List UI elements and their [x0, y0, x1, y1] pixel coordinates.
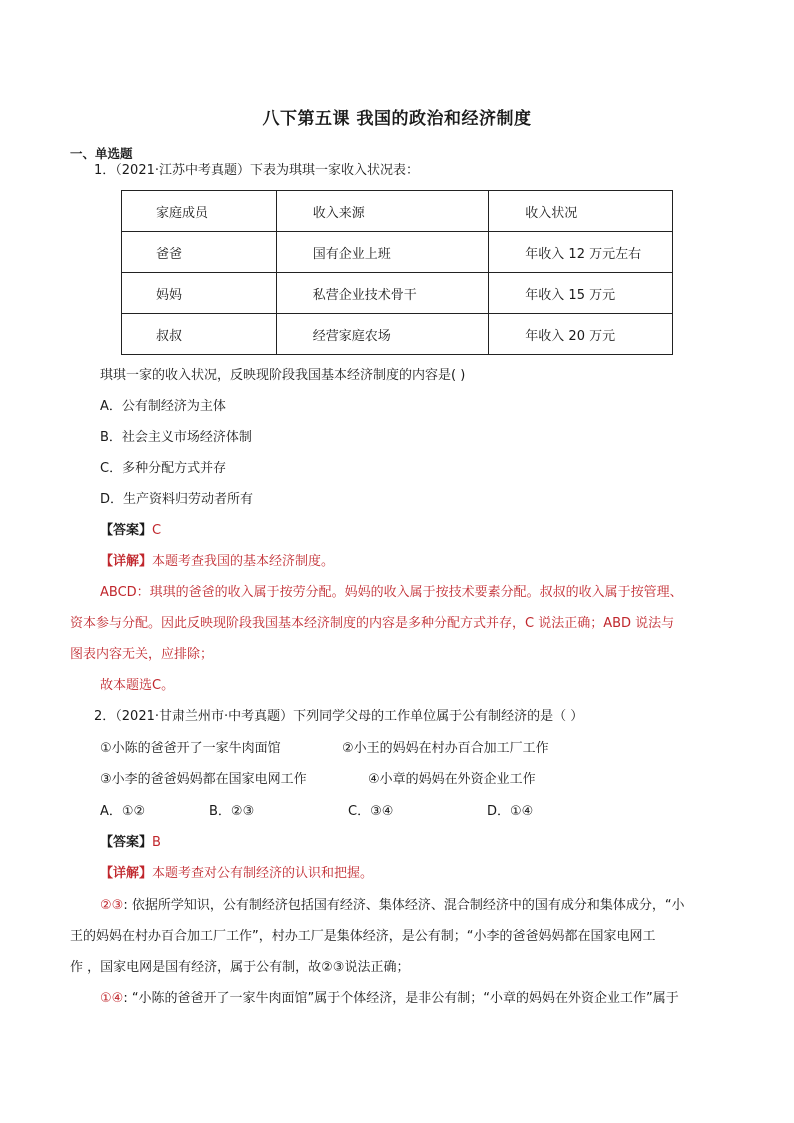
- q1-option-a: A．公有制经济为主体: [100, 399, 226, 414]
- q2-analysis-line: 作 ，国家电网是国有经济，属于公有制，故②③说法正确；: [70, 960, 410, 975]
- table-cell: 叔叔: [122, 314, 277, 355]
- q1-detail: [100, 553, 334, 571]
- q1-option-d: D．生产资料归劳动者所有: [100, 492, 254, 507]
- q1-analysis-line: ABCD：琪琪的爸爸的收入属于按劳分配。妈妈的收入属于按技术要素分配。叔叔的收入属于按管理、: [100, 585, 683, 600]
- table-cell: 爸爸: [122, 232, 277, 273]
- q2-analysis-line: 王的妈妈在村办百合加工厂工作”，村办工厂是集体经济，是公有制；“小李的爸爸妈妈都在国家电网工: [70, 929, 656, 944]
- table-cell: 年收入 15 万元: [489, 273, 673, 314]
- analysis-text: : 依据所学知识，公有制经济包括国有经济、集体经济、混合制经济中的国有成分和集体成分，“小: [123, 898, 685, 913]
- q2-stem: 2．（2021·甘肃兰州市·中考真题）下列同学父母的工作单位属于公有制经济的是（ ）: [94, 709, 584, 724]
- q2-item: ①小陈的爸爸开了一家牛肉面馆: [100, 741, 281, 756]
- table-header-cell: 收入状况: [489, 191, 673, 232]
- document-title: 八下第五课 我国的政治和经济制度: [262, 109, 532, 129]
- detail-text: 本题考查对公有制经济的认识和把握。: [152, 866, 374, 881]
- table-header-cell: 家庭成员: [122, 191, 277, 232]
- table-cell: 妈妈: [122, 273, 277, 314]
- q2-option-a: A．①②: [100, 804, 146, 819]
- table-row: [122, 232, 673, 273]
- q1-question: 琪琪一家的收入状况，反映现阶段我国基本经济制度的内容是( ): [100, 368, 466, 383]
- analysis-text: : “小陈的爸爸开了一家牛肉面馆”属于个体经济，是非公有制；“小章的妈妈在外资企业工作”属于: [123, 991, 679, 1006]
- q1-answer: [100, 522, 161, 540]
- detail-label: 【详解】: [100, 554, 153, 569]
- q2-option-d: D．①④: [487, 804, 534, 819]
- q1-stem: 1．（2021·江苏中考真题）下表为琪琪一家收入状况表：: [94, 163, 419, 178]
- q2-item: ③小李的爸爸妈妈都在国家电网工作: [100, 772, 307, 787]
- income-table: [121, 190, 673, 355]
- q1-option-c: C．多种分配方式并存: [100, 461, 227, 476]
- table-row: [122, 314, 673, 355]
- q1-analysis-line: 图表内容无关，应排除；: [70, 647, 214, 662]
- detail-label: 【详解】: [100, 866, 153, 881]
- q2-item: ②小王的妈妈在村办百合加工厂工作: [342, 741, 549, 756]
- q1-option-b: B．社会主义市场经济体制: [100, 430, 252, 445]
- answer-value: B: [152, 835, 161, 850]
- answer-label: 【答案】: [100, 835, 153, 850]
- answer-label: 【答案】: [100, 523, 153, 538]
- q2-analysis-line: [100, 897, 685, 915]
- q2-item: ④小章的妈妈在外资企业工作: [368, 772, 536, 787]
- q1-analysis-line: 资本参与分配。因此反映现阶段我国基本经济制度的内容是多种分配方式并存，C 说法正确；ABD 说法与: [70, 616, 675, 631]
- q2-option-c: C．③④: [348, 804, 394, 819]
- table-cell: 私营企业技术骨干: [276, 273, 489, 314]
- answer-value: C: [152, 523, 162, 538]
- q2-analysis-line: [100, 990, 679, 1008]
- analysis-prefix: ②③: [100, 898, 124, 913]
- detail-text: 本题考查我国的基本经济制度。: [152, 554, 335, 569]
- table-header-row: [122, 191, 673, 232]
- table-header-cell: 收入来源: [276, 191, 489, 232]
- q2-answer: [100, 834, 161, 852]
- table-cell: 经营家庭农场: [276, 314, 489, 355]
- q2-detail: [100, 865, 373, 883]
- q1-conclusion: 故本题选C。: [100, 678, 175, 693]
- section-heading: 一、单选题: [70, 146, 133, 161]
- table-cell: 年收入 20 万元: [489, 314, 673, 355]
- analysis-prefix: ①④: [100, 991, 124, 1006]
- table-cell: 国有企业上班: [276, 232, 489, 273]
- q2-option-b: B．②③: [209, 804, 255, 819]
- table-cell: 年收入 12 万元左右: [489, 232, 673, 273]
- table-row: [122, 273, 673, 314]
